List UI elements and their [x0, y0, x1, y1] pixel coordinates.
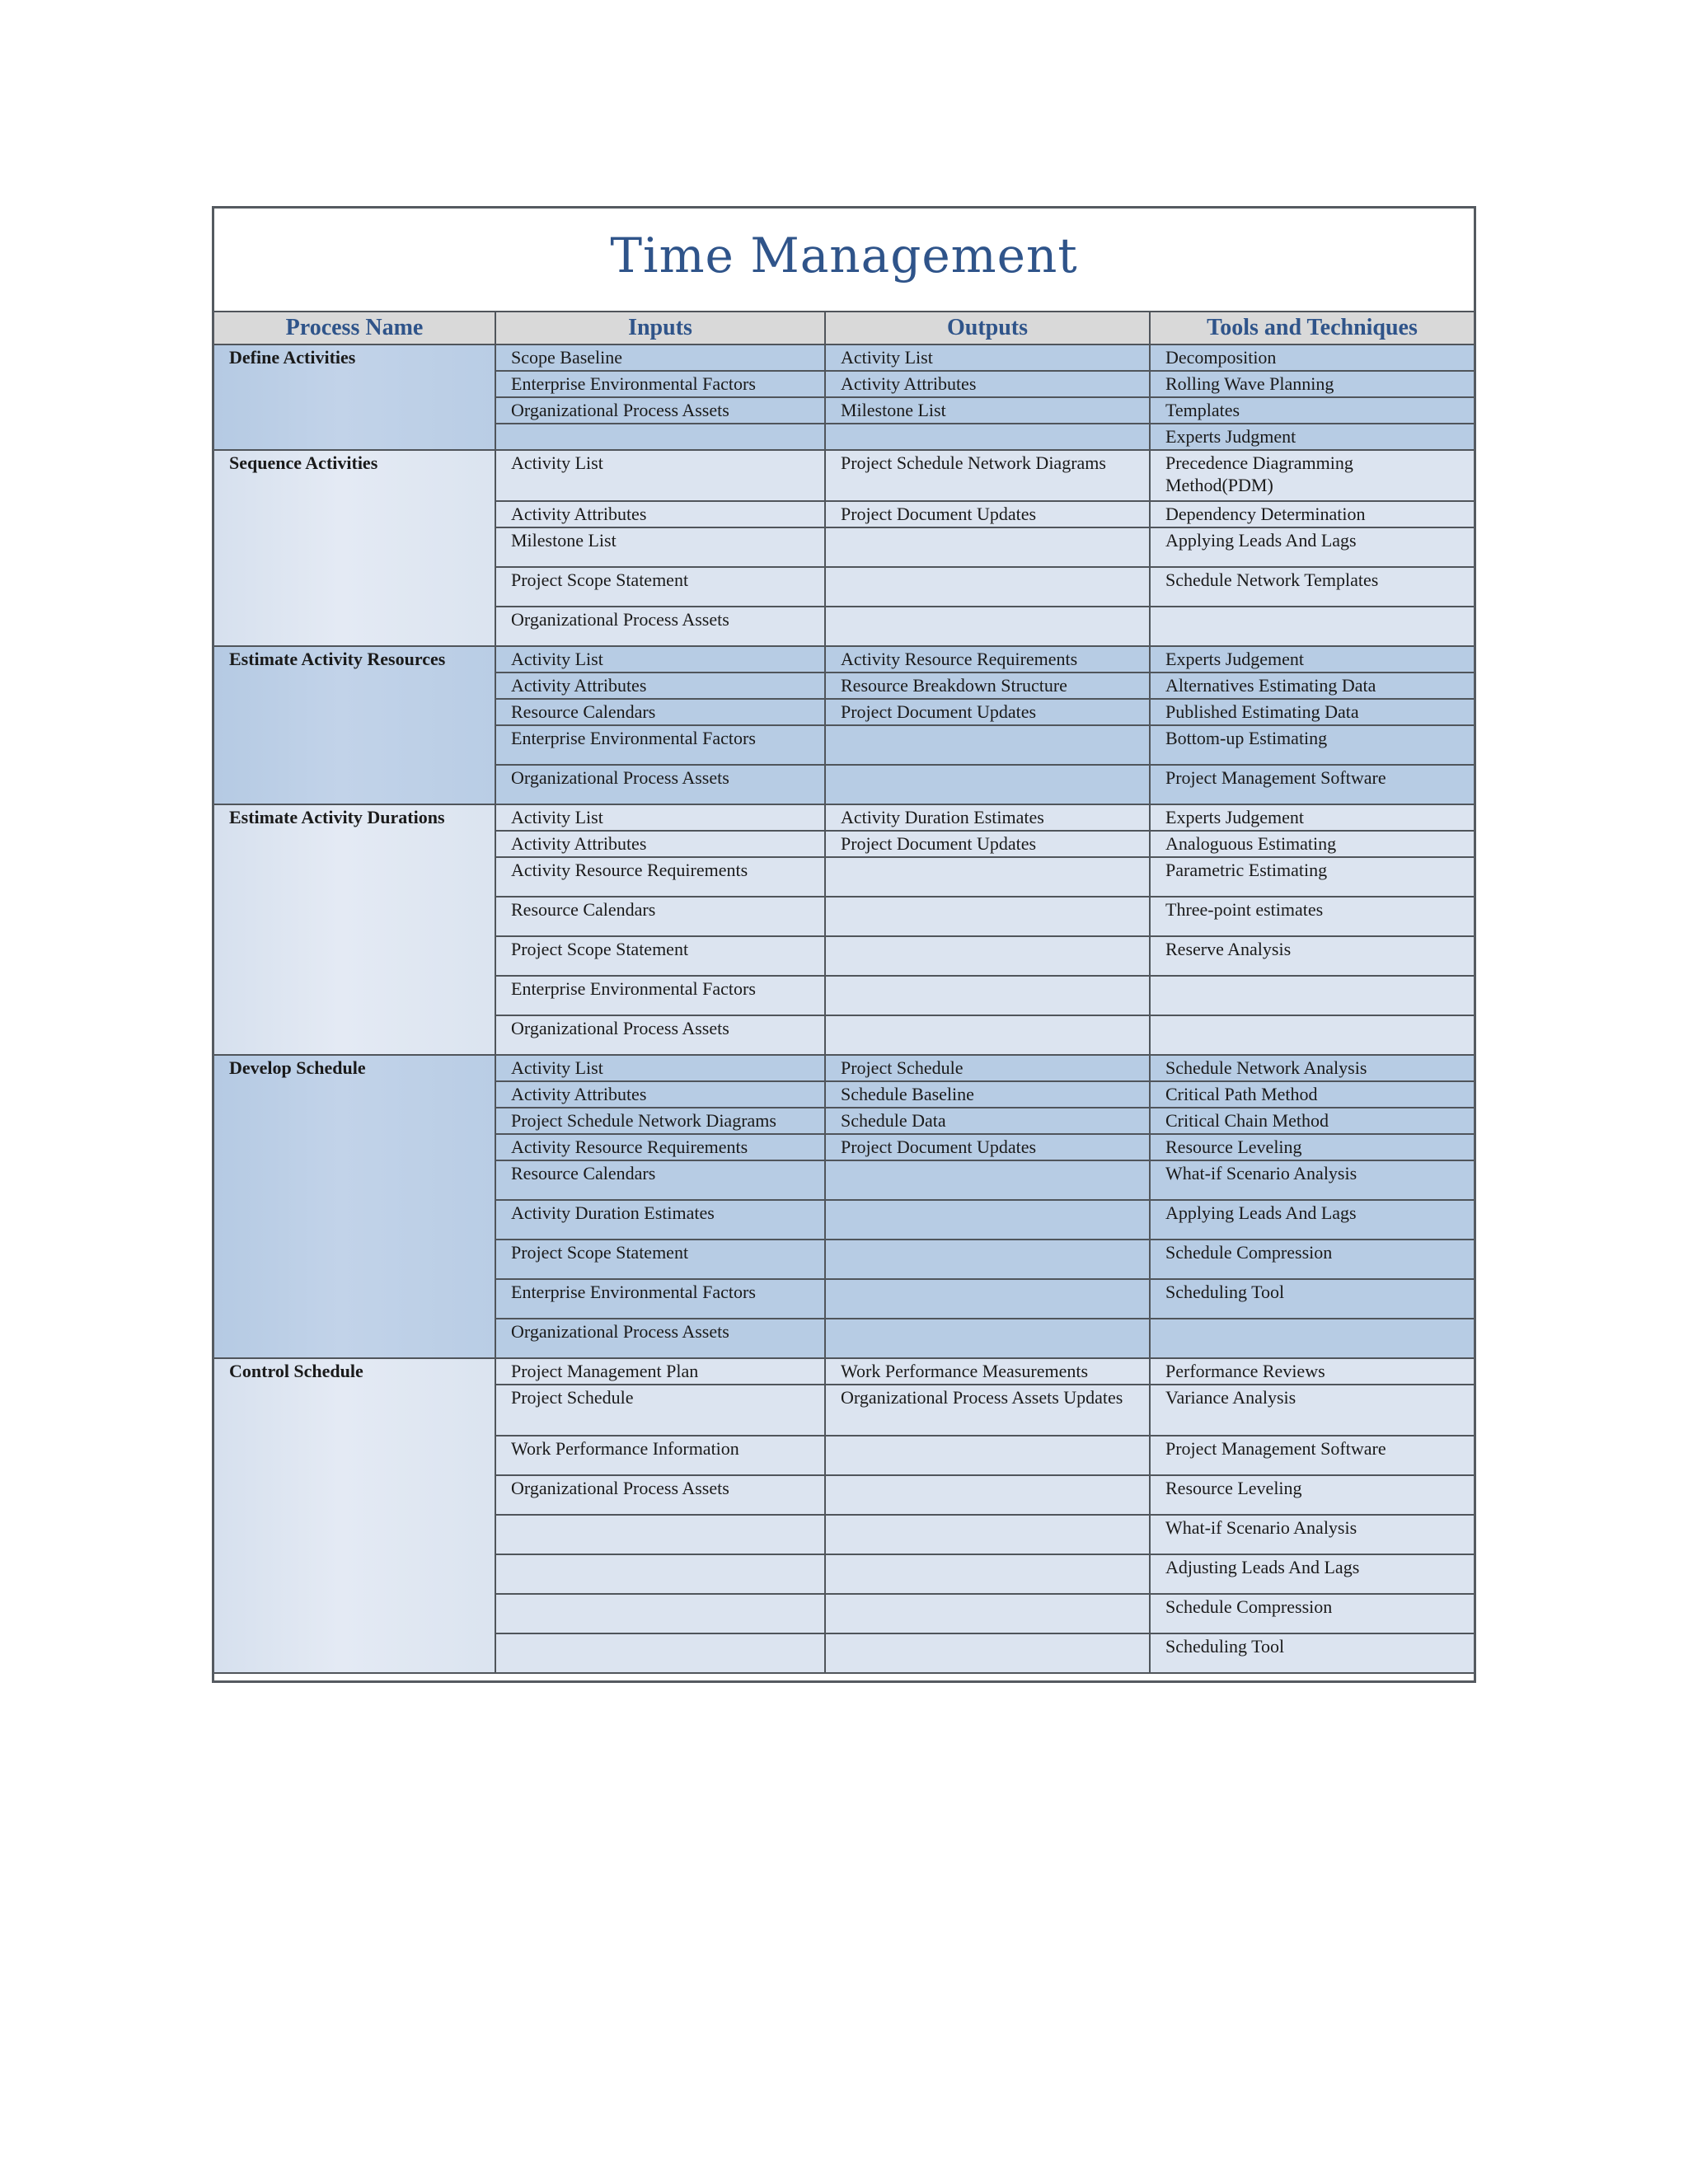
tool-cell: [1150, 1015, 1474, 1055]
input-cell: Activity List: [495, 804, 825, 831]
input-cell: Organizational Process Assets: [495, 765, 825, 804]
tool-cell: Schedule Network Analysis: [1150, 1055, 1474, 1081]
output-cell: [825, 1240, 1150, 1279]
input-cell: Project Scope Statement: [495, 936, 825, 976]
tool-cell: Three-point estimates: [1150, 897, 1474, 936]
input-cell: Activity Attributes: [495, 501, 825, 527]
output-cell: [825, 607, 1150, 646]
output-cell: [825, 1160, 1150, 1200]
table-row: [214, 344, 1474, 371]
tool-cell: Templates: [1150, 397, 1474, 424]
input-cell: Milestone List: [495, 527, 825, 567]
output-cell: [825, 567, 1150, 607]
tool-cell: Reserve Analysis: [1150, 936, 1474, 976]
process-name-cell: Estimate Activity Durations: [214, 804, 495, 1055]
tool-cell: Project Management Software: [1150, 1436, 1474, 1475]
tool-cell: [1150, 976, 1474, 1015]
output-cell: [825, 1475, 1150, 1515]
tool-cell: Schedule Compression: [1150, 1240, 1474, 1279]
table-row: [214, 804, 1474, 831]
input-cell: Organizational Process Assets: [495, 1015, 825, 1055]
tool-cell: Performance Reviews: [1150, 1358, 1474, 1385]
output-cell: Activity Duration Estimates: [825, 804, 1150, 831]
process-name-cell: Control Schedule: [214, 1358, 495, 1673]
output-cell: Activity Attributes: [825, 371, 1150, 397]
process-name-cell: Define Activities: [214, 344, 495, 450]
output-cell: Activity List: [825, 344, 1150, 371]
table-row: [214, 646, 1474, 673]
input-cell: Activity Duration Estimates: [495, 1200, 825, 1240]
tool-cell: Scheduling Tool: [1150, 1633, 1474, 1673]
tool-cell: Scheduling Tool: [1150, 1279, 1474, 1319]
input-cell: Enterprise Environmental Factors: [495, 976, 825, 1015]
input-cell: Activity List: [495, 646, 825, 673]
output-cell: [825, 1633, 1150, 1673]
output-cell: Resource Breakdown Structure: [825, 673, 1150, 699]
tool-cell: Precedence Diagramming Method(PDM): [1150, 450, 1474, 501]
page-title: Time Management: [610, 227, 1078, 284]
input-cell: Resource Calendars: [495, 897, 825, 936]
output-cell: [825, 897, 1150, 936]
output-cell: [825, 1594, 1150, 1633]
input-cell: Organizational Process Assets: [495, 1475, 825, 1515]
table-row: [214, 450, 1474, 501]
process-table: [214, 312, 1474, 1674]
tool-cell: Schedule Compression: [1150, 1594, 1474, 1633]
input-cell: Activity Attributes: [495, 1081, 825, 1108]
output-cell: [825, 1200, 1150, 1240]
tool-cell: Variance Analysis: [1150, 1385, 1474, 1436]
tool-cell: What-if Scenario Analysis: [1150, 1160, 1474, 1200]
table-body: [214, 344, 1474, 1673]
input-cell: [495, 424, 825, 450]
output-cell: Project Document Updates: [825, 699, 1150, 725]
output-cell: Activity Resource Requirements: [825, 646, 1150, 673]
output-cell: [825, 1515, 1150, 1554]
output-cell: Schedule Baseline: [825, 1081, 1150, 1108]
input-cell: [495, 1515, 825, 1554]
tool-cell: Project Management Software: [1150, 765, 1474, 804]
output-cell: Milestone List: [825, 397, 1150, 424]
input-cell: Enterprise Environmental Factors: [495, 725, 825, 765]
output-cell: Work Performance Measurements: [825, 1358, 1150, 1385]
header-tools-and-techniques: Tools and Techniques: [1150, 312, 1474, 344]
input-cell: [495, 1554, 825, 1594]
tool-cell: What-if Scenario Analysis: [1150, 1515, 1474, 1554]
output-cell: [825, 1279, 1150, 1319]
output-cell: Project Document Updates: [825, 501, 1150, 527]
input-cell: [495, 1633, 825, 1673]
tool-cell: Bottom-up Estimating: [1150, 725, 1474, 765]
input-cell: Activity Attributes: [495, 831, 825, 857]
tool-cell: Adjusting Leads And Lags: [1150, 1554, 1474, 1594]
output-cell: [825, 1319, 1150, 1358]
tool-cell: Applying Leads And Lags: [1150, 527, 1474, 567]
output-cell: Project Document Updates: [825, 1134, 1150, 1160]
input-cell: Organizational Process Assets: [495, 1319, 825, 1358]
tool-cell: Analoguous Estimating: [1150, 831, 1474, 857]
input-cell: Project Management Plan: [495, 1358, 825, 1385]
input-cell: Organizational Process Assets: [495, 607, 825, 646]
process-name-cell: Develop Schedule: [214, 1055, 495, 1358]
output-cell: Project Document Updates: [825, 831, 1150, 857]
tool-cell: Critical Path Method: [1150, 1081, 1474, 1108]
output-cell: Project Schedule: [825, 1055, 1150, 1081]
tool-cell: Applying Leads And Lags: [1150, 1200, 1474, 1240]
output-cell: [825, 936, 1150, 976]
input-cell: Scope Baseline: [495, 344, 825, 371]
output-cell: [825, 1554, 1150, 1594]
output-cell: [825, 1436, 1150, 1475]
header-outputs: Outputs: [825, 312, 1150, 344]
output-cell: Schedule Data: [825, 1108, 1150, 1134]
tool-cell: Published Estimating Data: [1150, 699, 1474, 725]
tool-cell: [1150, 607, 1474, 646]
tool-cell: Experts Judgement: [1150, 646, 1474, 673]
input-cell: Project Schedule: [495, 1385, 825, 1436]
input-cell: Activity Resource Requirements: [495, 1134, 825, 1160]
input-cell: Work Performance Information: [495, 1436, 825, 1475]
output-cell: Organizational Process Assets Updates: [825, 1385, 1150, 1436]
input-cell: Activity Attributes: [495, 673, 825, 699]
input-cell: Project Scope Statement: [495, 567, 825, 607]
time-management-table-frame: [212, 206, 1476, 1683]
input-cell: Project Scope Statement: [495, 1240, 825, 1279]
tool-cell: Schedule Network Templates: [1150, 567, 1474, 607]
input-cell: Activity List: [495, 1055, 825, 1081]
input-cell: Resource Calendars: [495, 699, 825, 725]
tool-cell: Experts Judgement: [1150, 804, 1474, 831]
tool-cell: Critical Chain Method: [1150, 1108, 1474, 1134]
input-cell: Project Schedule Network Diagrams: [495, 1108, 825, 1134]
tool-cell: Experts Judgment: [1150, 424, 1474, 450]
output-cell: [825, 857, 1150, 897]
input-cell: Activity Resource Requirements: [495, 857, 825, 897]
output-cell: [825, 725, 1150, 765]
input-cell: Activity List: [495, 450, 825, 501]
output-cell: [825, 1015, 1150, 1055]
tool-cell: Resource Leveling: [1150, 1134, 1474, 1160]
title-row: [214, 209, 1474, 312]
output-cell: [825, 527, 1150, 567]
header-inputs: Inputs: [495, 312, 825, 344]
header-process-name: Process Name: [214, 312, 495, 344]
tool-cell: Alternatives Estimating Data: [1150, 673, 1474, 699]
output-cell: [825, 765, 1150, 804]
tool-cell: Resource Leveling: [1150, 1475, 1474, 1515]
input-cell: Enterprise Environmental Factors: [495, 1279, 825, 1319]
process-name-cell: Estimate Activity Resources: [214, 646, 495, 804]
input-cell: [495, 1594, 825, 1633]
header-row: [214, 312, 1474, 344]
input-cell: Organizational Process Assets: [495, 397, 825, 424]
input-cell: Enterprise Environmental Factors: [495, 371, 825, 397]
input-cell: Resource Calendars: [495, 1160, 825, 1200]
output-cell: Project Schedule Network Diagrams: [825, 450, 1150, 501]
table-row: [214, 1358, 1474, 1385]
output-cell: [825, 424, 1150, 450]
table-row: [214, 1055, 1474, 1081]
tool-cell: Dependency Determination: [1150, 501, 1474, 527]
output-cell: [825, 976, 1150, 1015]
tool-cell: Decomposition: [1150, 344, 1474, 371]
tool-cell: Rolling Wave Planning: [1150, 371, 1474, 397]
tool-cell: Parametric Estimating: [1150, 857, 1474, 897]
process-name-cell: Sequence Activities: [214, 450, 495, 646]
tool-cell: [1150, 1319, 1474, 1358]
